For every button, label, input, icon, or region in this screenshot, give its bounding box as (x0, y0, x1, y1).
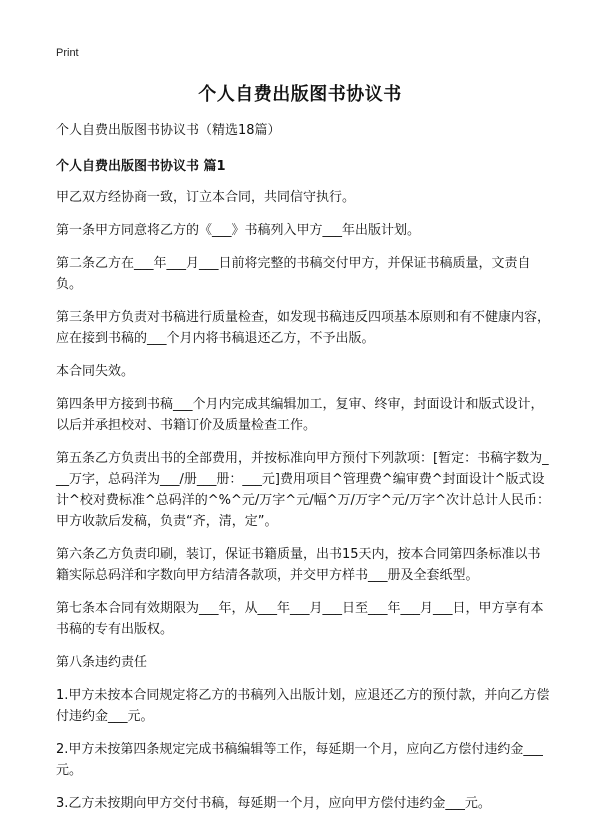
document-subtitle: 个人自费出版图书协议书（精选18篇） (56, 123, 281, 138)
paragraph-intro: 甲乙双方经协商一致，订立本合同，共同信守执行。 (56, 190, 356, 205)
paragraph-liability-3: 3.乙方未按期向甲方交付书稿，每延期一个月，应向甲方偿付违约金___元。 (56, 796, 491, 811)
paragraph-article-1: 第一条甲方同意将乙方的《___》书稿列入甲方___年出版计划。 (56, 223, 421, 238)
document-title: 个人自费出版图书协议书 (198, 84, 402, 105)
paragraph-contract-invalid: 本合同失效。 (56, 364, 135, 379)
paragraph-article-5: 第五条乙方负责出书的全部费用，并按标准向甲方预付下列款项：[暂定：书稿字数为___万字，总码洋为___/册___册：___元]费用项目^管理费^编审费^封面设计^版式设计^校对费标准^总码洋的^%^元/万字^元/幅^万/万字^元/万字^次计总计人民币：甲方收款后发稿，负责“齐，清，定”。 (56, 451, 551, 529)
paragraph-article-7: 第七条本合同有效期限为___年，从___年___月___日至___年___月___日，甲方享有本书稿的专有出版权。 (56, 601, 544, 637)
print-label: Print (56, 47, 79, 59)
paragraph-article-2: 第二条乙方在___年___月___日前将完整的书稿交付甲方，并保证书稿质量，文责自负。 (56, 256, 531, 292)
paragraph-article-6: 第六条乙方负责印刷，装订，保证书籍质量，出书15天内，按本合同第四条标准以书籍实际总码洋和字数向甲方结清各款项，并交甲方样书___册及全套纸型。 (56, 547, 541, 583)
section-heading: 个人自费出版图书协议书 篇1 (56, 159, 226, 174)
paragraph-article-8: 第八条违约责任 (56, 655, 148, 670)
paragraph-article-4: 第四条甲方接到书稿___个月内完成其编辑加工，复审、终审，封面设计和版式设计，以后并承担校对、书籍订价及质量检查工作。 (56, 397, 544, 433)
paragraph-liability-2: 2.甲方未按第四条规定完成书稿编辑等工作，每延期一个月，应向乙方偿付违约金___元。 (56, 742, 543, 778)
document-body (56, 120, 552, 826)
paragraph-liability-1: 1.甲方未按本合同规定将乙方的书稿列入出版计划，应退还乙方的预付款，并向乙方偿付违约金___元。 (56, 688, 550, 724)
paragraph-article-3: 第三条甲方负责对书稿进行质量检查，如发现书稿违反四项基本原则和有不健康内容，应在接到书稿的___个月内将书稿退还乙方，不予出版。 (56, 310, 551, 346)
